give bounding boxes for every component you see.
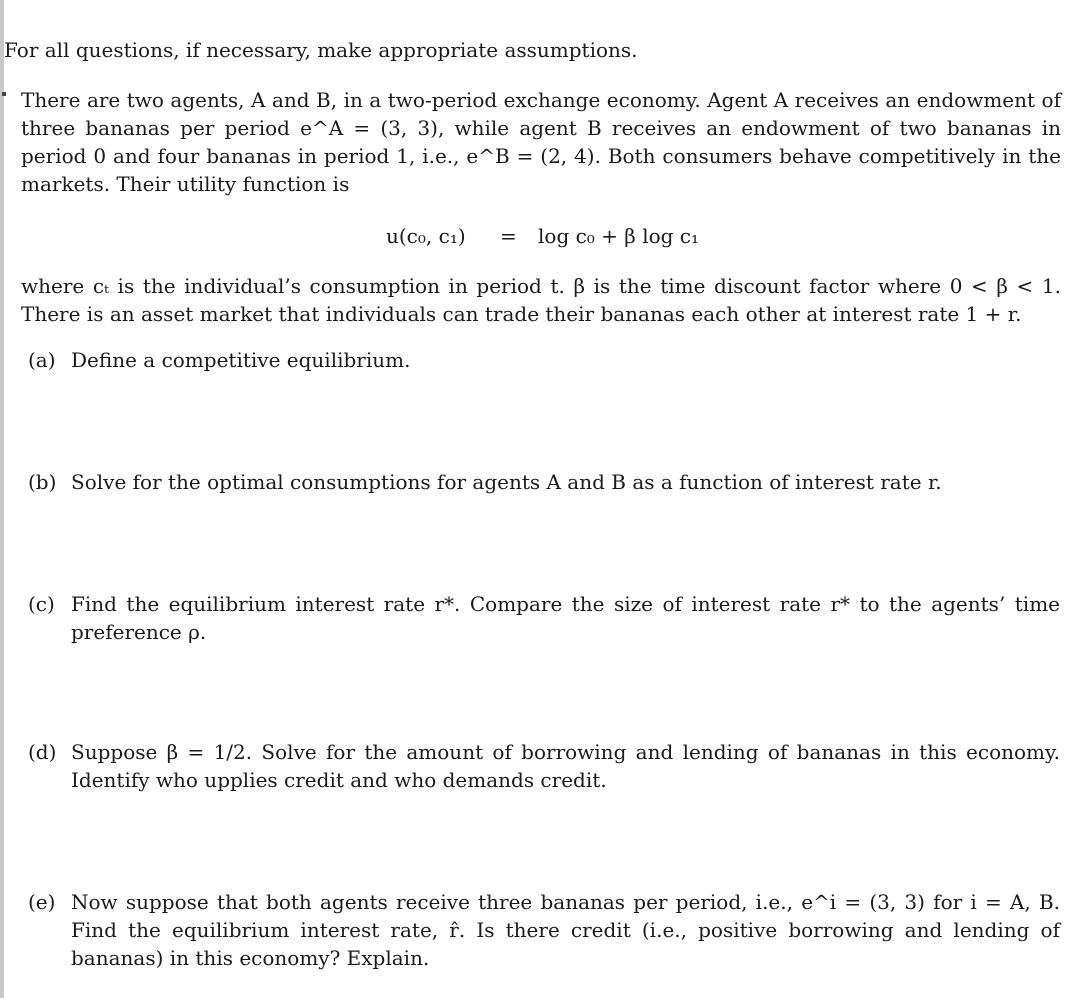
part-d-label: (d) — [28, 740, 57, 764]
part-a-text: Define a competitive equilibrium. — [71, 348, 411, 372]
part-c — [28, 590, 1060, 646]
question-paragraph-1: There are two agents, A and B, in a two-period exchange economy. Agent A receives an endowment of three bananas per period e^A = (3, 3), while agent B receives an endowment of two bananas in period 0 and four bananas in period 1, i.e., e^B = (2, 4). Both consumers behave competitively in the markets. Their utility function is — [21, 88, 1061, 196]
instructions-line: For all questions, if necessary, make appropriate assumptions. — [4, 38, 638, 62]
part-d — [28, 738, 1060, 794]
part-b-text: Solve for the optimal consumptions for agents A and B as a function of interest rate r. — [71, 470, 942, 494]
part-d-text: Suppose β = 1/2. Solve for the amount of borrowing and lending of bananas in this economy. Identify who upplies credit and who demands credit. — [71, 740, 1060, 792]
part-c-label: (c) — [28, 592, 55, 616]
part-a-label: (a) — [28, 348, 56, 372]
utility-equation-equals: = — [500, 224, 517, 248]
utility-equation-lhs: u(c₀, c₁) — [386, 224, 466, 248]
part-b-label: (b) — [28, 470, 57, 494]
utility-equation-rhs: log c₀ + β log c₁ — [538, 224, 700, 248]
part-b — [28, 468, 1060, 496]
part-e — [28, 888, 1060, 972]
page-left-edge — [0, 0, 4, 998]
part-e-label: (e) — [28, 890, 56, 914]
part-e-text: Now suppose that both agents receive three bananas per period, i.e., e^i = (3, 3) for i = A, B. Find the equilibrium interest rate, r̂. Is there credit (i.e., positive borrowing and lending of bananas) in this economy? Explain. — [71, 890, 1060, 970]
question-paragraph-2: where cₜ is the individual’s consumption in period t. β is the time discount factor where 0 < β < 1. There is an asset market that individuals can trade their bananas each other at interest rate 1 + r. — [21, 274, 1061, 326]
question-marker — [2, 92, 6, 96]
part-c-text: Find the equilibrium interest rate r*. Compare the size of interest rate r* to the agents’ time preference ρ. — [71, 592, 1060, 644]
part-a — [28, 346, 1060, 374]
